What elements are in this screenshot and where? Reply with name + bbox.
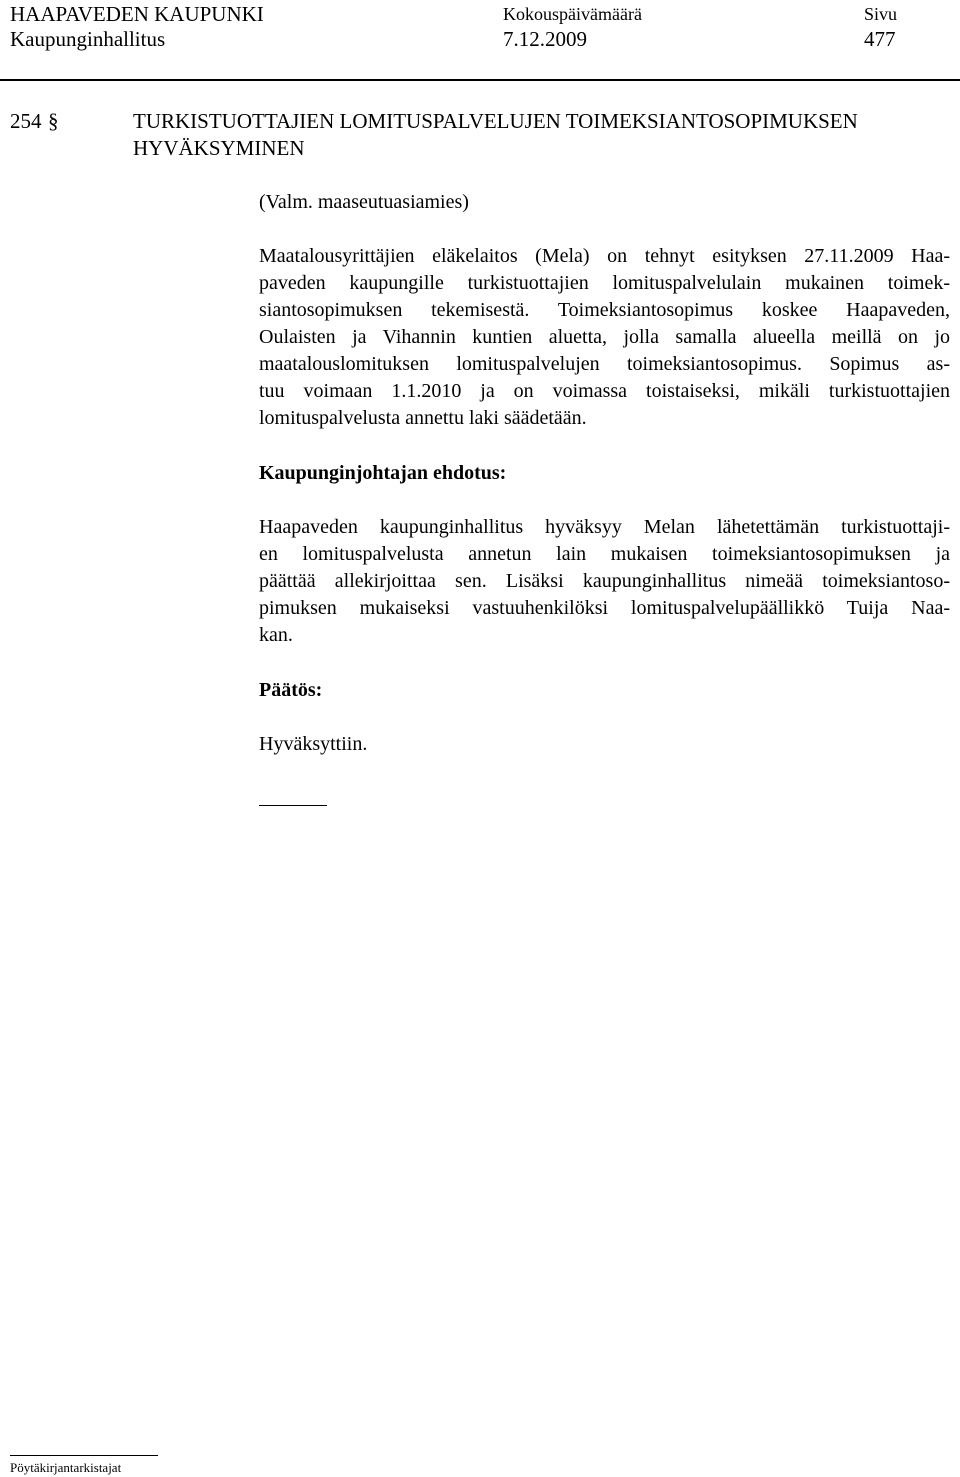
- body-name: Kaupunginhallitus: [10, 27, 166, 51]
- proposal-line: Haapaveden kaupunginhallitus hyväksyy Melan lähetettämän turkistuottaji-: [259, 516, 950, 538]
- footer-rule: [10, 1455, 158, 1456]
- end-rule: [259, 805, 327, 806]
- meeting-date: 7.12.2009: [503, 27, 587, 51]
- page-number: 477: [864, 27, 896, 51]
- footer-label: Pöytäkirjantarkistajat: [10, 1460, 122, 1475]
- section-number: 254: [10, 109, 42, 133]
- intro-line: paveden kaupungille turkistuottajien lomituspalvelulain mukainen toimek-: [259, 272, 950, 294]
- proposal-line: en lomituspalvelusta annetun lain mukaisen toimeksiantosopimuksen ja: [259, 543, 950, 565]
- proposal-heading: Kaupunginjohtajan ehdotus:: [259, 462, 507, 484]
- section-title-line1: TURKISTUOTTAJIEN LOMITUSPALVELUJEN TOIMEKSIANTOSOPIMUKSEN: [133, 109, 858, 133]
- intro-line: Oulaisten ja Vihannin kuntien aluetta, jolla samalla alueella meillä on jo: [259, 326, 950, 348]
- intro-line: lomituspalvelusta annettu laki säädetään.: [259, 407, 587, 429]
- intro-line: Maatalousyrittäjien eläkelaitos (Mela) on tehnyt esityksen 27.11.2009 Haa-: [259, 245, 950, 267]
- preparer-note: (Valm. maaseutuasiamies): [259, 191, 469, 213]
- decision-heading: Päätös:: [259, 679, 323, 701]
- page-label: Sivu: [864, 4, 898, 24]
- decision-text: Hyväksyttiin.: [259, 733, 368, 755]
- proposal-line: pimuksen mukaiseksi vastuuhenkilöksi lomituspalvelupäällikkö Tuija Naa-: [259, 597, 950, 619]
- header-divider: [0, 79, 960, 81]
- intro-line: siantosopimuksen tekemisestä. Toimeksiantosopimus koskee Haapaveden,: [259, 299, 950, 321]
- org-name: HAAPAVEDEN KAUPUNKI: [10, 2, 264, 26]
- section-title-line2: HYVÄKSYMINEN: [133, 136, 305, 160]
- date-label: Kokouspäivämäärä: [503, 4, 642, 24]
- section-symbol: §: [48, 109, 59, 133]
- proposal-line: päättää allekirjoittaa sen. Lisäksi kaupunginhallitus nimeää toimeksiantoso-: [259, 570, 950, 592]
- intro-line: maatalouslomituksen lomituspalvelujen toimeksiantosopimus. Sopimus as-: [259, 353, 950, 375]
- intro-line: tuu voimaan 1.1.2010 ja on voimassa toistaiseksi, mikäli turkistuottajien: [259, 380, 950, 402]
- proposal-line: kan.: [259, 624, 293, 646]
